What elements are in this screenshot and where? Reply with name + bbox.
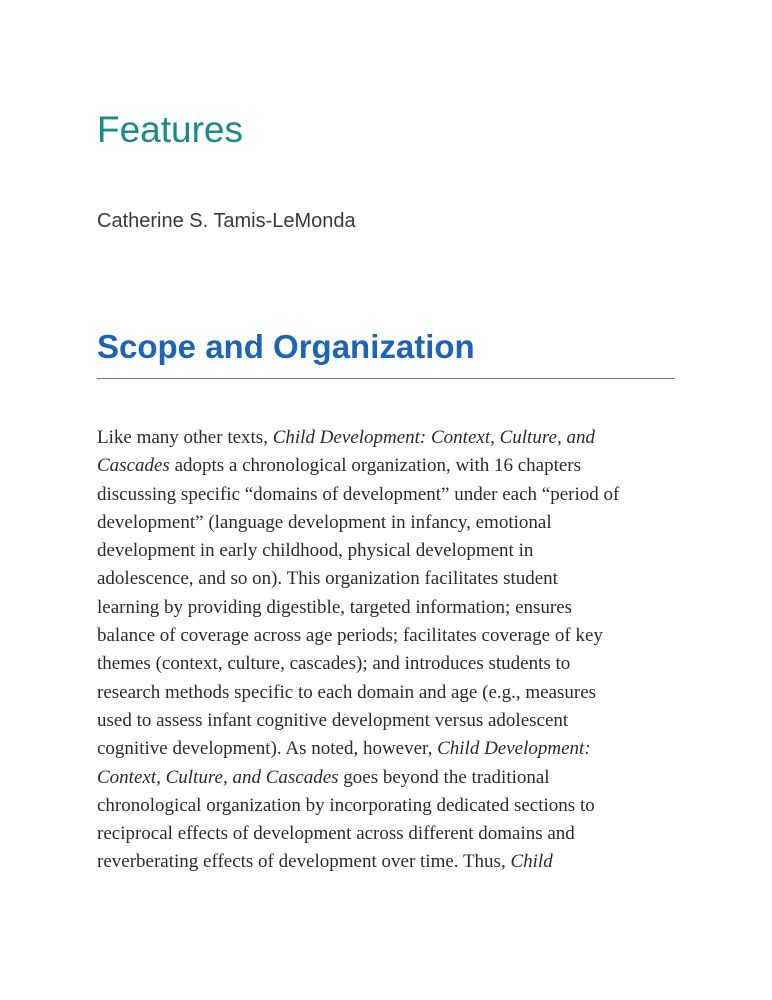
italic-text: Child Development:: [437, 738, 591, 760]
italic-text: Child: [510, 851, 553, 873]
text-run: goes beyond the traditional: [338, 766, 550, 788]
text-run: discussing specific “domains of development” under each “period of: [97, 483, 620, 505]
text-run: adolescence, and so on). This organization facilitates student: [97, 568, 558, 590]
paragraph-line: [97, 650, 619, 678]
paragraph-line: [97, 424, 619, 452]
paragraph-line: [97, 509, 619, 537]
author-name: Catherine S. Tamis-LeMonda: [97, 210, 356, 232]
paragraph-line: [97, 792, 619, 820]
italic-text: Context, Culture, and Cascades: [97, 766, 339, 788]
text-run: themes (context, culture, cascades); and introduces students to: [97, 653, 571, 675]
paragraph-line: [97, 594, 619, 622]
text-run: cognitive development). As noted, however,: [97, 738, 438, 760]
text-run: Like many other texts,: [97, 427, 273, 448]
body-paragraph: [97, 424, 619, 877]
paragraph-line: [97, 764, 619, 792]
document-title: Features: [97, 109, 244, 150]
paragraph-line: [97, 679, 619, 707]
text-run: used to assess infant cognitive development versus adolescent: [97, 709, 569, 731]
section-divider: [97, 378, 675, 379]
paragraph-line: [97, 481, 619, 509]
text-run: learning by providing digestible, targeted information; ensures: [97, 596, 573, 618]
text-run: reverberating effects of development over time. Thus,: [97, 851, 511, 873]
text-run: balance of coverage across age periods; facilitates coverage of key: [97, 625, 603, 647]
paragraph-line: [97, 622, 619, 650]
text-run: chronological organization by incorporating dedicated sections to: [97, 794, 595, 816]
italic-text: Child Development: Context, Culture, and: [272, 427, 595, 448]
text-run: research methods specific to each domain and age (e.g., measures: [97, 681, 597, 703]
paragraph-line: [97, 848, 619, 876]
italic-text: Cascades: [97, 455, 170, 477]
paragraph-line: [97, 537, 619, 565]
paragraph-line: [97, 452, 619, 480]
paragraph-line: [97, 565, 619, 593]
paragraph-line: [97, 735, 619, 763]
text-run: reciprocal effects of development across different domains and: [97, 823, 575, 845]
text-run: development” (language development in infancy, emotional: [97, 511, 552, 533]
paragraph-line: [97, 707, 619, 735]
text-run: adopts a chronological organization, with 16 chapters: [169, 455, 582, 477]
paragraph-line: [97, 820, 619, 848]
section-heading: Scope and Organization: [97, 328, 475, 365]
text-run: development in early childhood, physical development in: [97, 540, 534, 562]
